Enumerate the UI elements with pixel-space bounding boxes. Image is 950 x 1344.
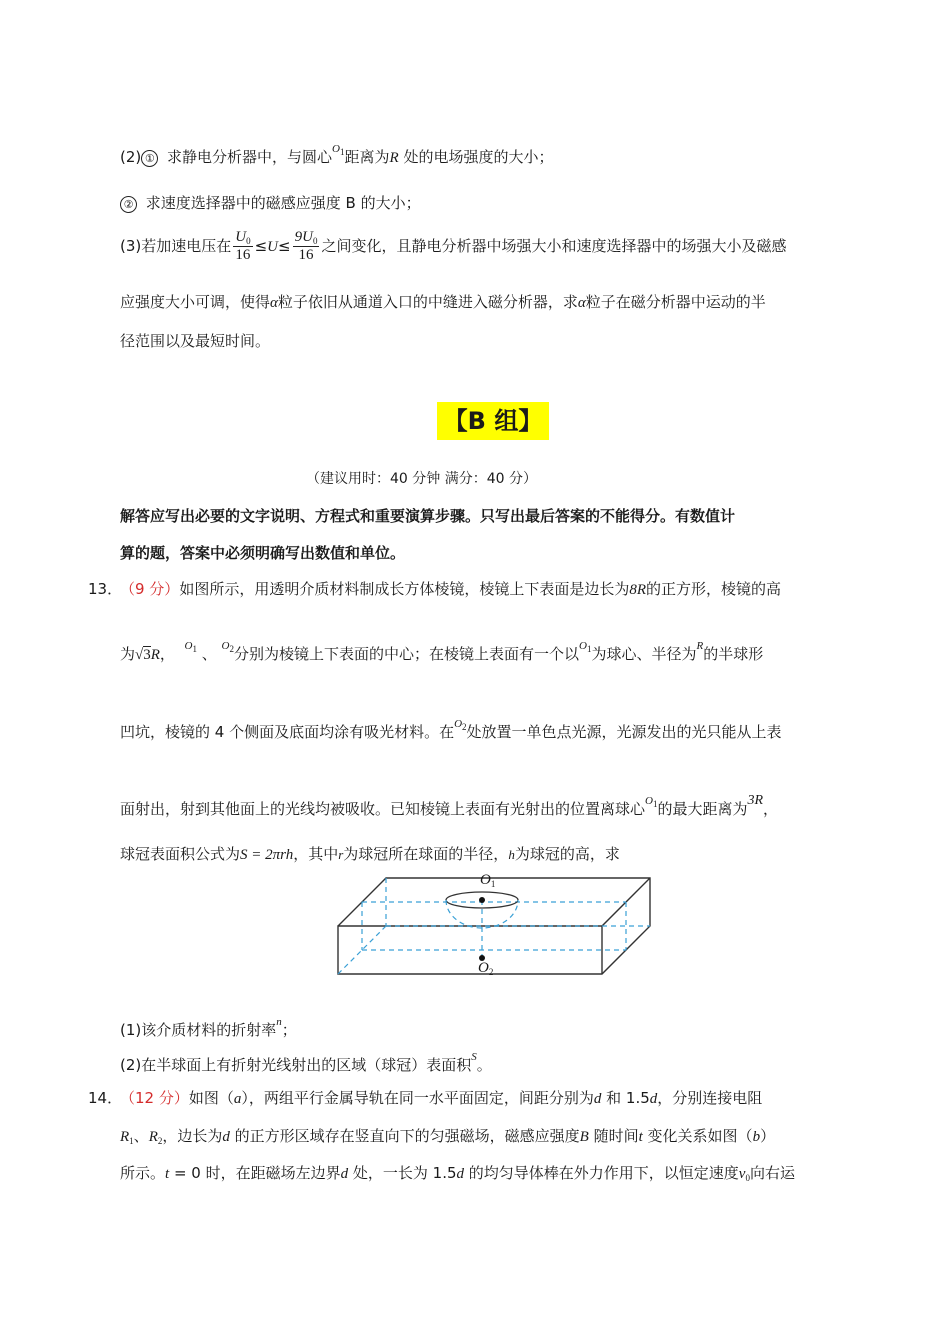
fraction-u0-16: $\frac{U_0}{16}$ <box>235 229 251 263</box>
q14-score: （12 分） <box>120 1089 189 1107</box>
q13-line3: 凹坑，棱镜的 4 个侧面及底面均涂有吸光材料。在$^{O_2}$处放置一单色点光源，光源发出的光只能从上表 <box>120 718 782 741</box>
instruction-line-2: 算的题，答案中必须明确写出数值和单位。 <box>120 544 406 562</box>
question-14-number: 14． <box>88 1089 123 1107</box>
q12-part2-1-line: (2) ① 求静电分析器中，与圆心$^{O_1}$距离为R 处的电场强度的大小； <box>120 143 554 166</box>
q12-part2-2-line: ② 求速度选择器中的磁感应强度 B 的大小； <box>120 192 421 213</box>
figure-label-o2: $O_2$ <box>478 960 494 977</box>
figure-label-o1: $O_1$ <box>480 872 496 889</box>
var-r: R <box>389 150 399 166</box>
circled-number-1: ① <box>141 150 158 167</box>
q13-part2: (2)在半球面上有折射光线射出的区域（球冠）表面积$^S$。 <box>120 1051 492 1074</box>
question-13-number: 13． <box>88 580 123 598</box>
circled-number-2: ② <box>120 196 137 213</box>
q13-part1: (1)该介质材料的折射率$^n$； <box>120 1016 297 1039</box>
q13-line2: 为√3R， $^{O_1}$ 、 $^{O_2}$分别为棱镜上下表面的中心；在棱镜上表面有一个以$^{O_1}$为球心、半径为$^R$的半球形 <box>120 640 764 663</box>
q13-line1: （9 分）如图所示，用透明介质材料制成长方体棱镜，棱镜上下表面是边长为8R的正方形，棱镜的高 <box>120 580 782 598</box>
q12-part3-line3: 径范围以及最短时间。 <box>120 332 271 350</box>
q14-line2: $R_1$、$R_2$，边长为d 的正方形区域存在竖直向下的匀强磁场，磁感应强度B 随时间t 变化关系如图（b） <box>120 1127 776 1146</box>
sqrt-sign: √ <box>135 647 144 663</box>
instruction-line-1: 解答应写出必要的文字说明、方程式和重要演算步骤。只写出最后答案的不能得分。有数值计 <box>120 507 736 525</box>
q12-part3-line2: 应强度大小可调，使得α粒子依旧从通道入口的中缝进入磁分析器，求α粒子在磁分析器中运动的半 <box>120 293 766 311</box>
group-b-heading: 【B 组】 <box>437 402 549 440</box>
q13-line5: 球冠表面积公式为S = 2πrh，其中r为球冠所在球面的半径，h为球冠的高，求 <box>120 845 620 863</box>
fraction-9u0-16: $\frac{9U_0}{16}$ <box>294 229 318 263</box>
q13-line4: 面射出，射到其他面上的光线均被吸收。已知棱镜上表面有光射出的位置离球心$^{O_1}$的最大距离为3R， <box>120 793 779 818</box>
q12-part3-line1: (3)若加速电压在 $\frac{U_0}{16}$ ≤U≤ $\frac{9U_0}{16}$ 之间变化，且静电分析器中场强大小和速度选择器中的场强大小及磁感 <box>120 229 787 263</box>
time-note: （建议用时：40 分钟 满分：40 分） <box>306 471 537 487</box>
q14-line1: （12 分）如图（a），两组平行金属导轨在同一水平面固定，间距分别为d 和 1.5d，分别连接电阻 <box>120 1089 763 1107</box>
center-o1-dot <box>479 897 485 903</box>
q14-line3: 所示。t = 0 时，在距磁场左边界d 处，一长为 1.5d 的均匀导体棒在外力作用下，以恒定速度$v_0$向右运 <box>120 1164 795 1183</box>
q13-score: （9 分） <box>120 580 180 598</box>
symbol-o1: O1 <box>332 143 345 157</box>
